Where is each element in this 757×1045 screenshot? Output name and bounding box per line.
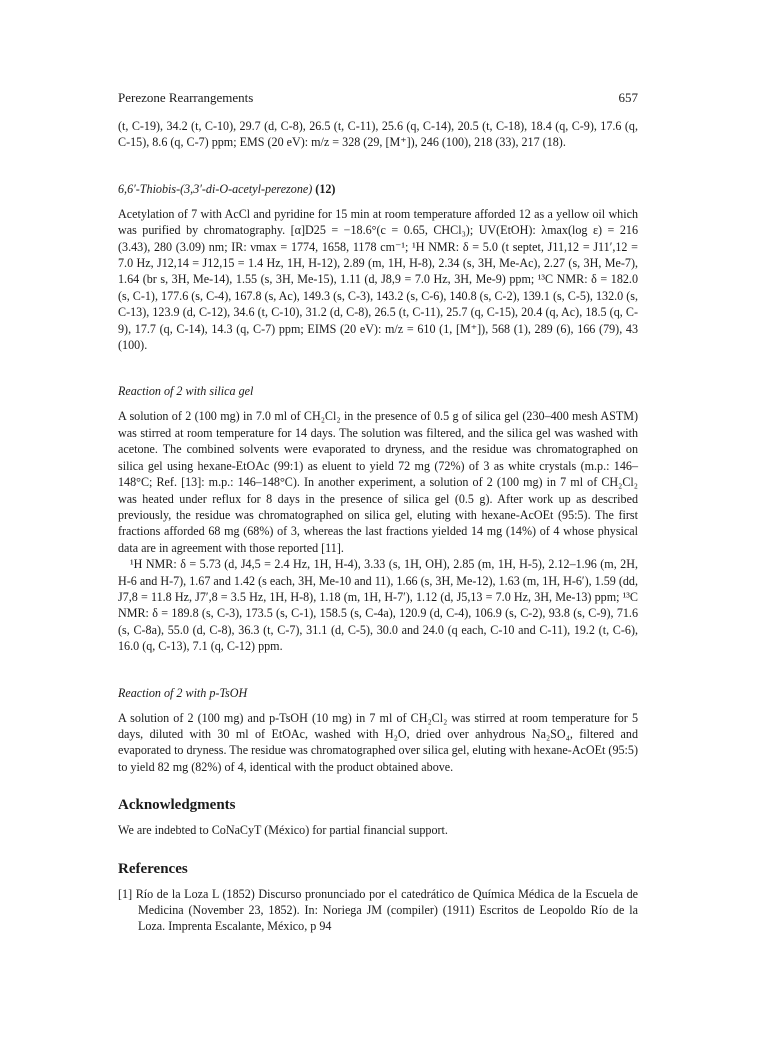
silica-paragraph-2: ¹H NMR: δ = 5.73 (d, J4,5 = 2.4 Hz, 1H, H-4), 3.33 (s, 1H, OH), 2.85 (m, 1H, H-5), 2.12–1.96 (m, 2H, H-6 and H-7), 1.67 and 1.42 (s each, 3H, Me-10 and 11), 1.66 (s, 3H, Me-12), 1.63 (m, 1H, H-6′), 1.59 (dd, J7,8 = 11.8 Hz, J7′,8 = 3.5 Hz, 1H, H-8), 1.18 (m, 1H, H-7′), 1.12 (d, J5,13 = 7.0 Hz, 3H, Me-13) ppm; ¹³C NMR: δ = 189.8 (s, C-3), 173.5 (s, C-1), 158.5 (s, C-4a), 120.9 (d, C-4), 106.9 (s, C-2), 93.8 (s, C-9), 71.6 (s, C-8a), 55.0 (d, C-8), 36.3 (t, C-7), 31.1 (d, C-5), 30.0 and 24.0 (q each, C-10 and C-11), 19.2 (t, C-6), 16.0 (q, C-13), 7.1 (q, C-12) ppm.: [118, 557, 638, 654]
running-head-title: Perezone Rearrangements: [118, 90, 254, 105]
acknowledgments-heading: Acknowledgments: [118, 797, 236, 814]
journal-page: [118, 90, 638, 935]
silica-heading: Reaction of 2 with silica gel: [118, 384, 254, 399]
references-heading: References: [118, 860, 188, 877]
thiobis-heading-text: 6,6′-Thiobis-(3,3′-di-O-acetyl-perezone): [118, 181, 313, 196]
silica-paragraph-1: A solution of 2 (100 mg) in 7.0 ml of CH₂Cl₂ in the presence of 0.5 g of silica gel (230–400 mesh ASTM) was stirred at room temperature for 14 days. The solution was filtered, and the silica gel was washed with acetone. The combined solvents were evaporated to dryness, and the residue was chromatographed on silica gel using hexane-EtOAc (99:1) as eluent to yield 72 mg (72%) of 3 as white crystals (m.p.: 146–148°C; Ref. [13]: m.p.: 146–148°C). In another experiment, a solution of 2 (100 mg) in 7 ml of CH₂Cl₂ was heated under reflux for 8 days in the presence of silica gel (0.5 g). After work up as described previously, the residue was chromatographed on silica gel, eluting with hexane-AcOEt (95:5). The first fractions afforded 68 mg (68%) of 3, whereas the last fractions yielded 14 mg (14%) of 4 whose physical data are in agreement with those reported [11].: [118, 409, 638, 555]
tsoh-paragraph: A solution of 2 (100 mg) and p-TsOH (10 mg) in 7 ml of CH₂Cl₂ was stirred at room temperature for 5 days, diluted with 30 ml of EtOAc, washed with H₂O, dried over anhydrous Na₂SO₄, filtered and evaporated to dryness. The residue was chromatographed over silica gel, eluting with hexane-AcOEt (95:5) to yield 82 mg (82%) of 4, identical with the product obtained above.: [118, 710, 638, 774]
thiobis-paragraph: Acetylation of 7 with AcCl and pyridine for 15 min at room temperature afforded 12 as a yellow oil which was purified by chromatography. [α]D25 = −18.6°(c = 0.65, CHCl₃); UV(EtOH): λmax(log ε) = 216 (3.43), 280 (3.09) nm; IR: νmax = 1774, 1658, 1178 cm⁻¹; ¹H NMR: δ = 5.0 (t septet, J11,12 = J11′,12 = 7.0 Hz, J12,14 = J12,15 = 1.4 Hz, 1H, H-12), 2.89 (m, 1H, H-8), 2.34 (s, 3H, Me-Ac), 2.27 (s, 3H, Me-7), 1.64 (br s, 3H, Me-14), 1.55 (s, 3H, Me-15), 1.11 (d, J8,9 = 7.0 Hz, 3H, Me-9) ppm; ¹³C NMR: δ = 182.0 (s, C-1), 177.6 (s, C-4), 167.8 (s, Ac), 149.3 (s, C-3), 143.2 (s, C-6), 140.8 (s, C-2), 139.1 (s, C-5), 132.0 (s, C-13), 123.9 (d, C-12), 34.6 (t, C-10), 31.2 (d, C-8), 26.5 (t, C-11), 25.7 (q, C-15), 20.4 (q, Ac), 18.5 (q, C-9), 17.7 (q, C-14), 14.3 (q, C-7) ppm; EIMS (20 eV): m/z = 610 (1, [M⁺]), 568 (1), 289 (6), 166 (79), 43 (100).: [118, 206, 638, 353]
thiobis-compound-number: (12): [315, 181, 336, 196]
reference-item: [1] Río de la Loza L (1852) Discurso pronunciado por el catedrático de Química Médica de la Escuela de Medicina (November 23, 1852). In: Noriega JM (compiler) (1911) Escritos de Leopoldo Río de la Loza. Imprenta Escalante, México, p 94: [118, 886, 638, 934]
thiobis-heading: [118, 181, 638, 197]
tsoh-heading: Reaction of 2 with p-TsOH: [118, 685, 248, 700]
continued-paragraph: (t, C-19), 34.2 (t, C-10), 29.7 (d, C-8), 26.5 (t, C-11), 25.6 (q, C-14), 20.5 (t, C-18), 18.4 (q, C-9), 17.6 (q, C-15), 8.6 (q, C-7) ppm; EMS (20 eV): m/z = 328 (29, [M⁺]), 246 (100), 218 (33), 217 (18).: [118, 119, 638, 150]
acknowledgments-text: We are indebted to CoNaCyT (México) for partial financial support.: [118, 823, 448, 838]
page-number: 657: [618, 90, 638, 105]
running-head: [118, 90, 638, 106]
